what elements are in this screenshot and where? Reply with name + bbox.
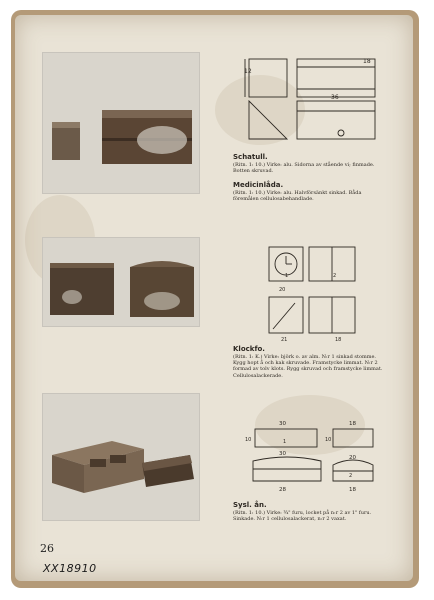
drawing-sewing-boxes xyxy=(243,415,383,497)
dim-label: 10 xyxy=(325,437,332,443)
photo-sewing-boxes xyxy=(42,393,200,521)
dim-label: 36 xyxy=(331,94,339,101)
caption-syskrin xyxy=(233,501,385,522)
page-number: 26 xyxy=(40,542,54,555)
sewing-box-photo-icon xyxy=(42,393,200,521)
box-photo-icon xyxy=(42,52,200,194)
technical-drawing xyxy=(265,243,360,343)
dim-label: 28 xyxy=(279,487,286,493)
technical-drawing xyxy=(243,415,383,497)
caption-text: (Ritn. 1: 10.) Virke: alu. Sidorna av stående vi; finmade. Botten skruvad. xyxy=(233,162,375,175)
drawing-clock-cases xyxy=(265,243,360,343)
photo-clock-cases xyxy=(42,237,200,327)
technical-drawing xyxy=(245,51,380,149)
dim-label: 2 xyxy=(333,273,337,279)
dim-label: 18 xyxy=(349,421,356,427)
caption-text: (Ritn. 1: 10.) Virke: alu. Halvförsänkt sinkad. Båda föremålen cellulosabehandlade. xyxy=(233,190,362,203)
dim-label: 20 xyxy=(349,455,356,461)
caption-title: Klockfo. xyxy=(233,345,265,353)
dim-label: 20 xyxy=(279,287,286,293)
dim-label: 12 xyxy=(244,68,252,75)
caption-klockfodral xyxy=(233,345,385,379)
dim-label: 30 xyxy=(279,421,286,427)
dim-label: 18 xyxy=(335,337,342,343)
dim-label: 18 xyxy=(363,58,371,65)
dim-label: 1 xyxy=(283,439,287,445)
caption-text: (Ritn. 1: K.) Virke: björk o. av alm. N:r 1 sinkad stomme. Kygg hopt å och kak skruvade. Framstycke limmat. N:r 2 formad av tolv klots. Rygg skruvad och framstycke limmat. Cellulosalackerade. xyxy=(233,354,383,379)
dim-label: 30 xyxy=(279,451,286,457)
dim-label: 1 xyxy=(285,273,289,279)
dim-label: 2 xyxy=(349,473,353,479)
caption-text: (Ritn. 1: 10.) Virke: ¾" furu, locket på n:r 2 av 1" furu. Sinkade. N:r 1 cellulosalackerat, n:r 2 vaxat. xyxy=(233,510,372,523)
photo-box-and-medicine-chest xyxy=(42,52,200,194)
drawing-box-plan xyxy=(245,51,380,149)
dim-label: 10 xyxy=(245,437,252,443)
caption-medicinlada xyxy=(233,181,385,202)
caption-title: Sysl. ån. xyxy=(233,501,267,509)
caption-title: Schatull. xyxy=(233,153,268,161)
caption-schatull xyxy=(233,153,385,174)
clock-case-photo-icon xyxy=(42,237,200,327)
dim-label: 18 xyxy=(349,487,356,493)
dim-label: 21 xyxy=(281,337,288,343)
caption-title: Medicinlåda. xyxy=(233,181,284,189)
inventory-stamp: XX18910 xyxy=(43,562,97,575)
catalog-page xyxy=(15,15,413,581)
